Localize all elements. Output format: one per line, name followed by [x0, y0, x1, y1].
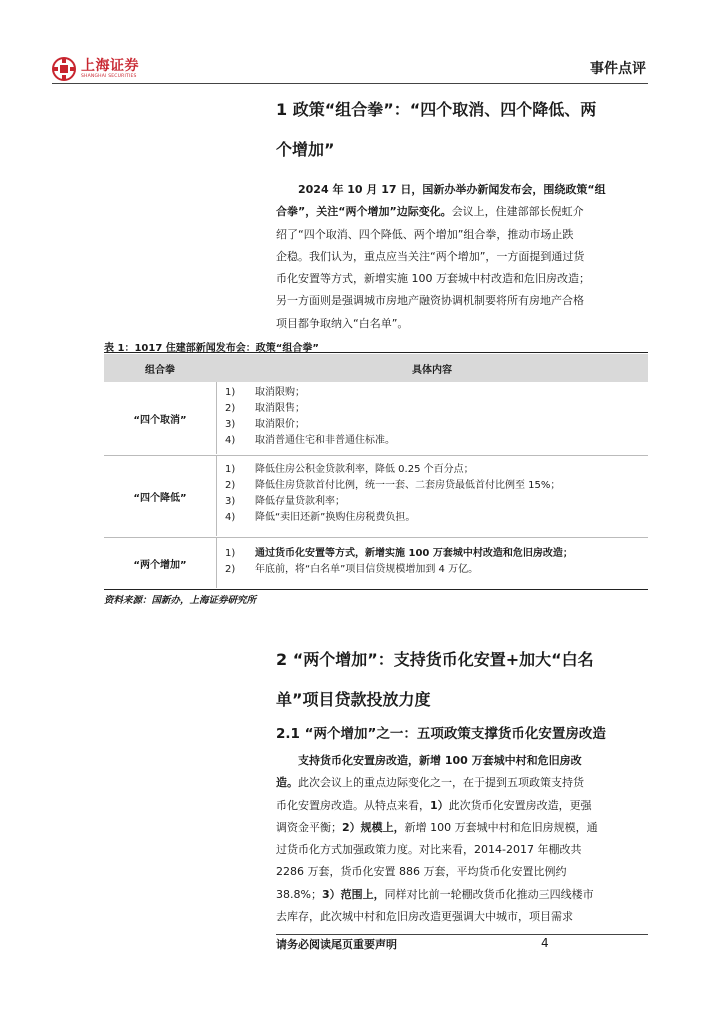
table-source: 资料来源：国新办，上海证券研究所 — [104, 595, 257, 606]
section2-heading — [276, 640, 648, 720]
header-divider — [52, 83, 648, 84]
table-row-category: “四个取消” — [133, 414, 187, 426]
list-item: 1) 降低住房公积金贷款利率，降低 0.25 个百分点； — [225, 464, 474, 475]
table-top-rule — [104, 352, 648, 353]
disclaimer-notice: 请务必阅读尾页重要声明 — [276, 938, 397, 951]
paragraph-line: 调资金平衡；2）规模上，新增 100 万套城中村和危旧房规模，通 — [276, 820, 598, 834]
paragraph-line: 另一方面则是强调城市房地产融资协调机制要将所有房地产合格 — [276, 294, 584, 308]
table-header-content: 具体内容 — [412, 364, 452, 376]
table-title: 表 1：1017 住建部新闻发布会：政策“组合拳” — [104, 343, 319, 354]
logo-emblem-icon — [52, 57, 76, 81]
document-type: 事件点评 — [590, 61, 646, 77]
section2-paragraph — [276, 750, 648, 928]
section2-subheading: 2.1 “两个增加”之一：五项政策支撑货币化安置房改造 — [276, 726, 606, 742]
table-row — [104, 538, 648, 588]
paragraph-line: 38.8%；3）范围上，同样对比前一轮棚改货币化推动三四线楼市 — [276, 887, 594, 901]
list-item: 1) 取消限购； — [225, 387, 305, 398]
table-header-category: 组合拳 — [145, 364, 175, 376]
table-row-category: “四个降低” — [133, 492, 187, 504]
list-item: 2) 降低住房贷款首付比例，统一一套、二套房贷最低首付比例至 15%； — [225, 480, 561, 491]
section1-heading — [276, 90, 648, 170]
table-header — [104, 354, 648, 382]
paragraph-line: 支持货币化安置房改造，新增 100 万套城中村和危旧房改 — [298, 754, 582, 767]
section1-heading-line1: 1 政策“组合拳”：“四个取消、四个降低、两 — [276, 100, 597, 119]
logo-name-en: SHANGHAI SECURITIES — [81, 73, 137, 79]
table-row — [104, 382, 648, 454]
paragraph-line: 币化安置等方式，新增实施 100 万套城中村改造和危旧房改造； — [276, 272, 590, 286]
paragraph-line: 2286 万套，货币化安置 886 万套，平均货币化安置比例约 — [276, 865, 567, 879]
list-item: 4) 取消普通住宅和非普通住标准。 — [225, 435, 395, 446]
paragraph-line: 绍了“四个取消、四个降低、两个增加”组合拳，推动市场止跌 — [276, 227, 574, 241]
paragraph-line: 企稳。我们认为，重点应当关注“两个增加”，一方面提到通过货 — [276, 249, 585, 263]
table-row — [104, 456, 648, 536]
footer-divider — [276, 934, 648, 935]
paragraph-line: 币化安置房改造。从特点来看，1）此次货币化安置房改造，更强 — [276, 798, 592, 812]
list-item: 2) 年底前，将“白名单”项目信贷规模增加到 4 万亿。 — [225, 564, 479, 575]
paragraph-line: 过货币化方式加强政策力度。对比来看，2014-2017 年棚改共 — [276, 843, 582, 857]
paragraph-line: 合拳”，关注“两个增加”边际变化。会议上，住建部部长倪虹介 — [276, 205, 584, 219]
list-item: 3) 取消限价； — [225, 419, 305, 430]
section2-heading-line1: 2 “两个增加”：支持货币化安置+加大“白名 — [276, 650, 594, 669]
paragraph-line: 造。此次会议上的重点边际变化之一，在于提到五项政策支持货 — [276, 776, 584, 790]
table-row-items — [216, 538, 648, 588]
table-row-items — [216, 382, 648, 454]
list-item: 1) 通过货币化安置等方式，新增实施 100 万套城中村改造和危旧房改造； — [225, 548, 573, 559]
table-row-items — [216, 456, 648, 536]
table-row-category: “两个增加” — [133, 559, 187, 571]
section1-paragraph — [276, 179, 648, 335]
logo-name-cn: 上海证券 — [81, 57, 139, 74]
section2-heading-line2: 单”项目贷款投放力度 — [276, 690, 431, 709]
list-item: 3) 降低存量贷款利率； — [225, 496, 345, 507]
section1-heading-line2: 个增加” — [276, 140, 335, 159]
paragraph-line: 去库存，此次城中村和危旧房改造更强调大中城市，项目需求 — [276, 910, 573, 924]
list-item: 2) 取消限售； — [225, 403, 305, 414]
paragraph-line: 项目都争取纳入“白名单”。 — [276, 316, 409, 330]
page-number: 4 — [541, 936, 549, 950]
paragraph-line: 2024 年 10 月 17 日，国新办举办新闻发布会，围绕政策“组 — [298, 183, 606, 196]
brand-logo — [52, 56, 139, 82]
table-bottom-rule — [104, 589, 648, 590]
list-item: 4) 降低“卖旧还新”换购住房税费负担。 — [225, 512, 416, 523]
